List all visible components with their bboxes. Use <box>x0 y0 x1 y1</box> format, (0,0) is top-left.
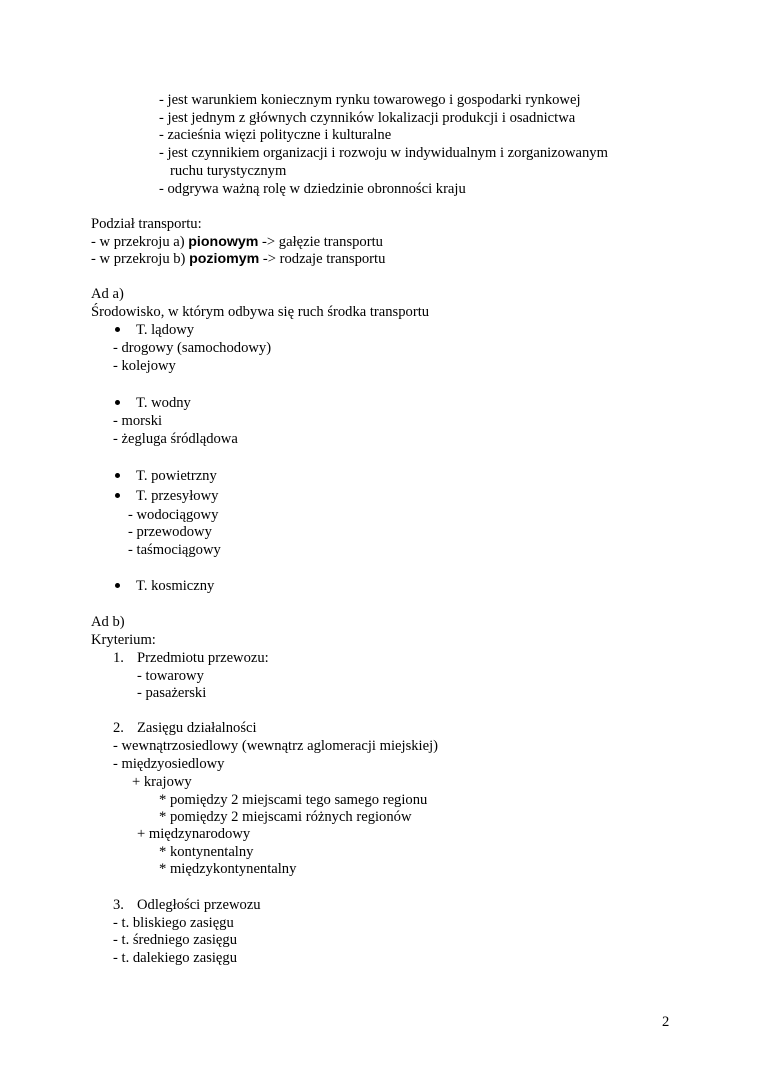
page-number: 2 <box>662 1014 670 1030</box>
division-line-b-suffix: -> rodzaje transportu <box>259 251 386 267</box>
criterion-3-item: - t. średniego zasięgu <box>113 932 238 948</box>
function-item: - zacieśnia więzi polityczne i kulturalne <box>159 127 392 143</box>
criterion-2-item: - wewnątrzosiedlowy (wewnątrz aglomeracji miejskiej) <box>113 738 438 754</box>
function-item: - jest czynnikiem organizacji i rozwoju w indywidualnym i zorganizowanym <box>159 145 608 161</box>
criterion-1-item: - pasażerski <box>137 685 207 701</box>
criterion-3-number: 3. <box>113 897 124 913</box>
function-item: - odgrywa ważną rolę w dziedzinie obronności kraju <box>159 181 466 197</box>
water-item: - żegluga śródlądowa <box>113 431 238 447</box>
bullet-icon <box>115 583 120 588</box>
division-line-a-prefix: - w przekroju a) <box>91 234 189 250</box>
criterion-2-subsubitem: * pomiędzy 2 miejscami tego samego regionu <box>159 792 428 808</box>
ad-a-heading: Ad a) <box>91 286 124 302</box>
division-line-a-suffix: -> gałęzie transportu <box>258 234 383 250</box>
water-item: - morski <box>113 413 163 429</box>
division-heading: Podział transportu: <box>91 216 202 232</box>
criterion-2-subitem: + międzynarodowy <box>137 826 251 842</box>
criterion-3-item: - t. dalekiego zasięgu <box>113 950 237 966</box>
function-item: - jest jednym z głównych czynników lokalizacji produkcji i osadnictwa <box>159 110 576 126</box>
criterion-2-subsubitem: * pomiędzy 2 miejscami różnych regionów <box>159 809 412 825</box>
criterion-1-label: Przedmiotu przewozu: <box>137 650 269 666</box>
criterion-label: Kryterium: <box>91 632 156 648</box>
division-line-b-prefix: - w przekroju b) <box>91 251 190 267</box>
pipeline-item: - taśmociągowy <box>128 542 221 558</box>
criterion-1-number: 1. <box>113 650 124 666</box>
criterion-3-label: Odległości przewozu <box>137 897 261 913</box>
ad-a-description: Środowisko, w którym odbywa się ruch środka transportu <box>91 304 430 320</box>
water-transport: T. wodny <box>136 395 191 411</box>
bullet-icon <box>115 473 120 478</box>
land-item: - drogowy (samochodowy) <box>113 340 272 356</box>
land-item: - kolejowy <box>113 358 176 374</box>
criterion-1-item: - towarowy <box>137 668 204 684</box>
criterion-2-subsubitem: * międzykontynentalny <box>159 861 297 877</box>
division-line-b <box>91 251 385 268</box>
criterion-2-label: Zasięgu działalności <box>137 720 257 736</box>
pipeline-transport: T. przesyłowy <box>136 488 219 504</box>
bullet-icon <box>115 493 120 498</box>
air-transport: T. powietrzny <box>136 468 217 484</box>
space-transport: T. kosmiczny <box>136 578 215 594</box>
bullet-icon <box>115 400 120 405</box>
criterion-2-subsubitem: * kontynentalny <box>159 844 254 860</box>
function-item: - jest warunkiem koniecznym rynku towarowego i gospodarki rynkowej <box>159 92 581 108</box>
land-transport: T. lądowy <box>136 322 195 338</box>
division-line-b-bold: poziomym <box>189 251 260 267</box>
criterion-2-item: - międzyosiedlowy <box>113 756 225 772</box>
pipeline-item: - wodociągowy <box>128 507 219 523</box>
division-line-a <box>91 234 383 251</box>
criterion-2-number: 2. <box>113 720 124 736</box>
ad-b-heading: Ad b) <box>91 614 125 630</box>
bullet-icon <box>115 327 120 332</box>
pipeline-item: - przewodowy <box>128 524 212 540</box>
criterion-3-item: - t. bliskiego zasięgu <box>113 915 234 931</box>
division-line-a-bold: pionowym <box>188 234 259 250</box>
function-item-continuation: ruchu turystycznym <box>170 163 287 179</box>
criterion-2-subitem: + krajowy <box>132 774 192 790</box>
